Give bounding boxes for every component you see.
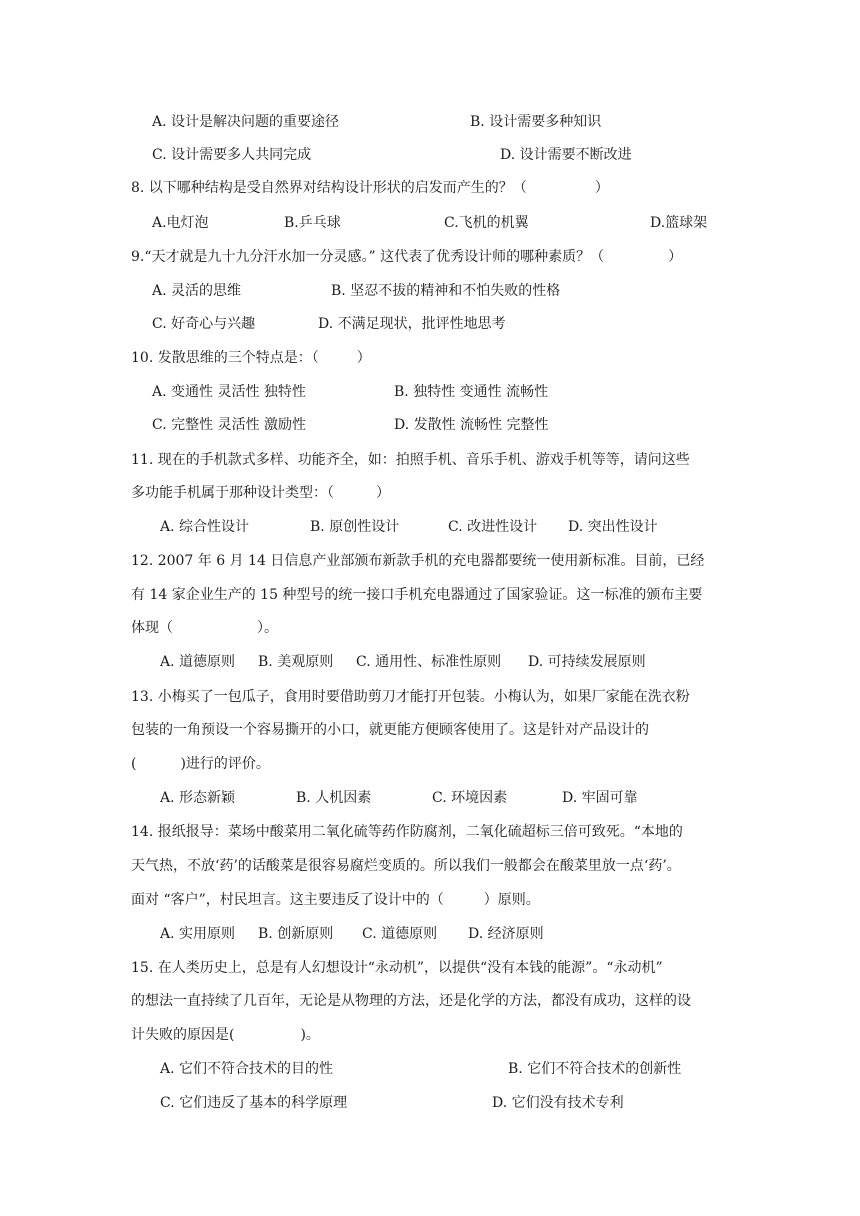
q8-close-paren: ）	[594, 180, 609, 196]
q12-line-3-text: 体现（	[131, 620, 173, 636]
q13-open-paren: (	[131, 756, 137, 772]
q12-option-d: D. 可持续发展原则	[528, 654, 646, 670]
q11-option-b: B. 原创性设计	[310, 519, 400, 535]
q13-option-d: D. 牢固可靠	[562, 790, 638, 806]
q14-option-b: B. 创新原则	[258, 926, 334, 942]
q12-option-c: C. 通用性、标准性原则	[356, 654, 502, 670]
q15-option-b: B. 它们不符合技术的创新性	[508, 1061, 682, 1077]
q10-close-paren: ）	[356, 350, 371, 366]
q14-option-a: A. 实用原则	[160, 926, 236, 942]
q8-option-d: D.篮球架	[650, 215, 708, 231]
q10-option-d: D. 发散性 流畅性 完整性	[394, 417, 549, 433]
q7-option-d: D. 设计需要不断改进	[500, 147, 632, 163]
q10-stem-text: 10. 发散思维的三个特点是：（	[131, 350, 319, 366]
q7-option-b: B. 设计需要多种知识	[470, 114, 602, 130]
q9-option-d: D. 不满足现状，批评性地思考	[318, 316, 506, 332]
q11-line-1: 11. 现在的手机款式多样、功能齐全，如：拍照手机、音乐手机、游戏手机等等，请问这些	[131, 452, 690, 468]
q14-option-c: C. 道德原则	[362, 926, 438, 942]
q11-option-d: D. 突出性设计	[568, 519, 658, 535]
q8-option-a: A.电灯泡	[152, 215, 209, 231]
q14-line-1: 14. 报纸报导：菜场中酸菜用二氧化硫等药作防腐剂，二氧化硫超标三倍可致死。“本地的	[131, 824, 683, 840]
q10-option-b: B. 独特性 变通性 流畅性	[394, 384, 549, 400]
q11-option-c: C. 改进性设计	[448, 519, 538, 535]
q13-line-3-text: )进行的评价。	[180, 756, 270, 772]
q9-option-c: C. 好奇心与兴趣	[152, 316, 256, 332]
q10-stem	[131, 349, 371, 367]
q15-option-a: A. 它们不符合技术的目的性	[160, 1061, 334, 1077]
q11-option-a: A. 综合性设计	[160, 519, 250, 535]
q11-close-paren: ）	[376, 485, 390, 501]
q15-line-3-text: 计失败的原因是(	[131, 1027, 235, 1043]
q14-line-3-text: 面对 “客户”，村民坦言。这主要违反了设计中的（	[131, 892, 444, 908]
q15-line-2: 的想法一直持续了几百年，无论是从物理的方法，还是化学的方法，都没有成功，这样的设	[131, 993, 691, 1009]
q13-option-a: A. 形态新颖	[160, 790, 236, 806]
q7-option-a: A. 设计是解决问题的重要途径	[152, 114, 340, 130]
q12-option-a: A. 道德原则	[160, 654, 236, 670]
q8-option-c: C.飞机的机翼	[444, 215, 529, 231]
q15-line-3-end: )。	[300, 1027, 320, 1043]
q8-stem-text: 8. 以下哪种结构是受自然界对结构设计形状的启发而产生的？（	[131, 180, 527, 196]
q11-line-2-text: 多功能手机属于那种设计类型：（	[131, 485, 334, 501]
q13-option-b: B. 人机因素	[296, 790, 372, 806]
q14-line-3	[131, 891, 540, 909]
q14-line-3-end: ）原则。	[483, 892, 540, 908]
q13-line-1: 13. 小梅买了一包瓜子，食用时要借助剪刀才能打开包装。小梅认为，如果厂家能在洗衣粉	[131, 689, 690, 705]
q13-line-3	[131, 755, 270, 773]
q9-option-b: B. 坚忍不拔的精神和不怕失败的性格	[331, 283, 561, 299]
q8-stem	[131, 179, 609, 197]
q9-stem	[131, 248, 682, 266]
q15-option-d: D. 它们没有技术专利	[492, 1095, 624, 1111]
q9-close-paren: ）	[668, 249, 683, 265]
q15-line-3	[131, 1026, 320, 1044]
q12-line-2: 有 14 家企业生产的 15 种型号的统一接口手机充电器通过了国家验证。这一标准的颁布主要	[131, 587, 703, 603]
q9-stem-text: 9.“天才就是九十九分汗水加一分灵感。” 这代表了优秀设计师的哪种素质？（	[131, 249, 605, 265]
q14-line-2: 天气热，不放‘药’的话酸菜是很容易腐烂变质的。所以我们一般都会在酸菜里放一点‘药’。	[131, 858, 681, 874]
q10-option-a: A. 变通性 灵活性 独特性	[152, 384, 306, 400]
q12-line-1: 12. 2007 年 6 月 14 日信息产业部颁布新款手机的充电器都要统一使用新标准。目前，已经	[131, 553, 705, 569]
q10-option-c: C. 完整性 灵活性 激励性	[152, 417, 307, 433]
q11-line-2	[131, 484, 390, 502]
q15-option-c: C. 它们违反了基本的科学原理	[160, 1095, 348, 1111]
q8-option-b: B.乒乓球	[284, 215, 341, 231]
q9-option-a: A. 灵活的思维	[152, 283, 242, 299]
q13-line-2: 包装的一角预设一个容易撕开的小口，就更能方便顾客使用了。这是针对产品设计的	[131, 722, 649, 738]
q12-line-3	[131, 619, 278, 637]
q15-line-1: 15. 在人类历史上，总是有人幻想设计“永动机”，以提供“没有本钱的能源”。“永动机”	[131, 960, 663, 976]
q13-option-c: C. 环境因素	[432, 790, 508, 806]
q12-option-b: B. 美观原则	[258, 654, 334, 670]
q14-option-d: D. 经济原则	[468, 926, 544, 942]
q7-option-c: C. 设计需要多人共同完成	[152, 147, 312, 163]
q12-close-paren: ）。	[257, 620, 278, 636]
